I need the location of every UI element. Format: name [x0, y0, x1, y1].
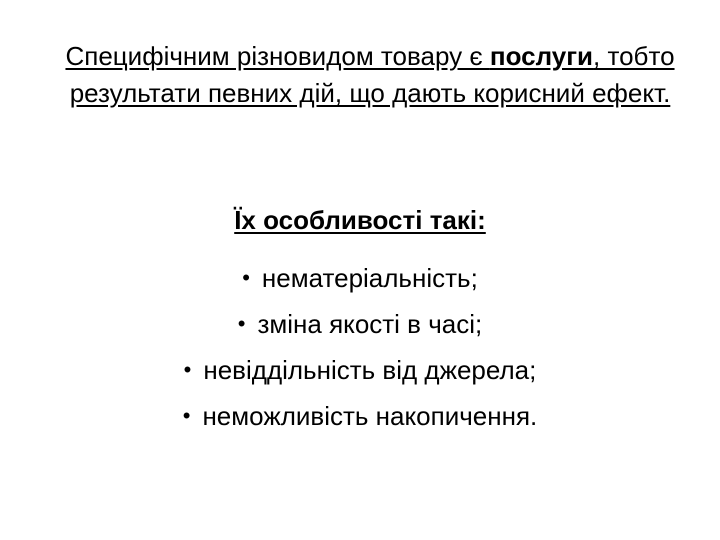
list-item-text: невіддільність від джерела; — [203, 355, 537, 385]
list-item-text: зміна якості в часі; — [257, 309, 483, 339]
list-item — [0, 255, 720, 301]
bullet-icon: • — [242, 265, 250, 290]
bullet-icon: • — [183, 357, 192, 382]
features-list — [0, 255, 720, 439]
intro-paragraph — [55, 38, 685, 112]
list-item-text: нематеріальність; — [261, 263, 478, 293]
intro-bold-word: послуги — [489, 41, 594, 71]
bullet-icon: • — [237, 311, 246, 336]
list-item — [0, 301, 720, 347]
intro-text-before: Специфічним різновидом товару є — [65, 41, 490, 71]
list-item-text: неможливість накопичення. — [202, 401, 538, 431]
list-item — [0, 347, 720, 393]
bullet-icon: • — [182, 403, 191, 428]
list-item — [0, 393, 720, 439]
intro-text-after: , тобто результати певних дій, що дають корисний ефект. — [69, 41, 675, 108]
features-heading: Їх особливості такі: — [234, 205, 486, 235]
